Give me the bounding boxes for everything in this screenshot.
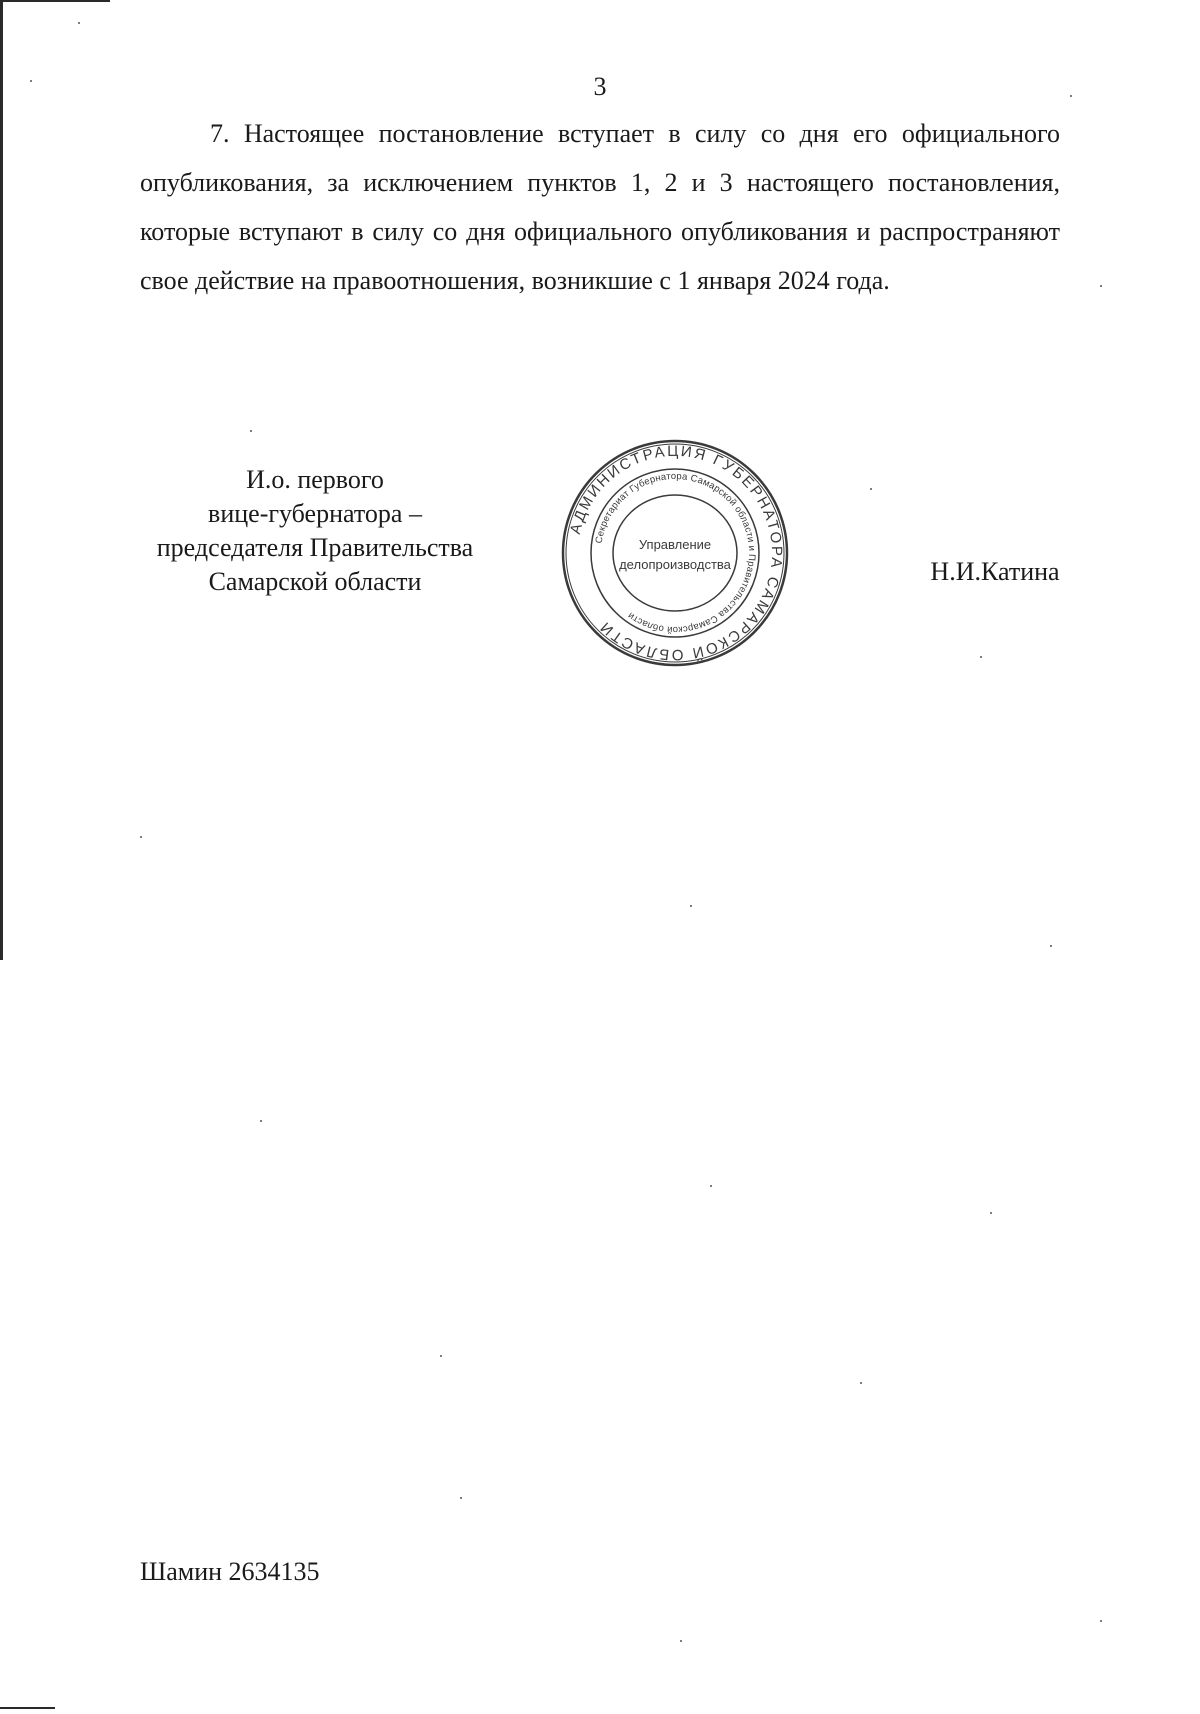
scan-speck — [1050, 945, 1052, 947]
scan-speck — [30, 80, 32, 82]
signatory-title — [140, 463, 490, 599]
stamp-middle-ring — [591, 469, 759, 637]
scan-speck — [980, 656, 982, 658]
scan-speck — [680, 1640, 682, 1642]
scan-edge-top — [0, 0, 110, 2]
scan-speck — [1100, 285, 1102, 287]
scan-speck — [1100, 1620, 1102, 1622]
scan-speck — [710, 1185, 712, 1187]
scan-speck — [78, 22, 80, 24]
scan-edge-bottom — [0, 1707, 55, 1709]
clause-7-paragraph: 7. Настоящее постановление вступает в силу со дня его официального опубликования, за исключением пунктов 1, 2 и 3 настоящего постановления, которые вступают в силу со дня официального опубликования и распространяют свое действие на правоотношения, возникшие с 1 января 2024 года. — [140, 119, 1060, 295]
signatory-title-line: вице-губернатора – — [208, 499, 422, 528]
scan-speck — [260, 1120, 262, 1122]
official-stamp-seal — [560, 438, 790, 668]
stamp-outer-text: АДМИНИСТРАЦИЯ ГУБЕРНАТОРА САМАРСКОЙ ОБЛАСТИ — [566, 442, 786, 664]
signatory-title-line: И.о. первого — [246, 465, 384, 494]
scan-speck — [140, 836, 142, 838]
stamp-inner-ring — [613, 495, 737, 611]
scan-speck — [460, 1497, 462, 1499]
scan-speck — [250, 430, 252, 432]
scan-speck — [440, 1355, 442, 1357]
scan-speck — [1070, 95, 1072, 97]
scan-speck — [860, 1382, 862, 1384]
signatory-title-line: Самарской области — [208, 567, 422, 596]
scan-speck — [870, 488, 872, 490]
scan-edge-left — [0, 0, 3, 960]
stamp-center-line-1: Управление — [638, 537, 712, 552]
executor-footer: Шамин 2634135 — [140, 1557, 320, 1586]
stamp-inner-text: Секретариат Губернатора Самарской области и Правительства Самарской области — [593, 470, 758, 636]
signatory-name: Н.И.Катина — [930, 557, 1060, 586]
signatory-title-line: председателя Правительства — [156, 533, 474, 562]
scan-speck — [690, 905, 692, 907]
scan-speck — [990, 1212, 992, 1214]
stamp-center-line-2: делопроизводства — [619, 557, 731, 572]
page-number: 3 — [593, 72, 607, 101]
